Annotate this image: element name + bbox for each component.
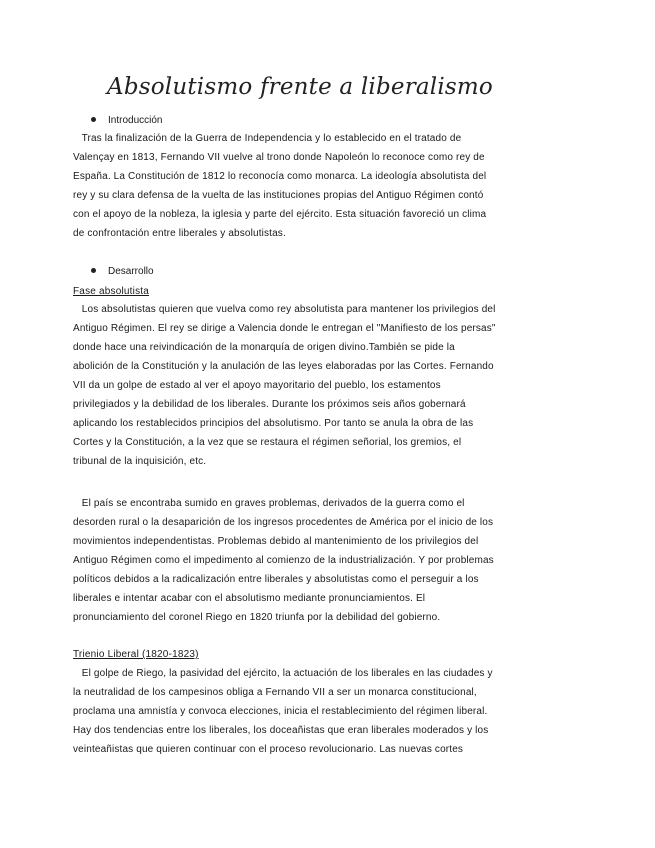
text-line: proclama una amnistía y convoca elecciones, inicia el restablecimiento del régimen liberal. [73, 706, 488, 717]
text-line: Antiguo Régimen. El rey se dirige a Valencia donde le entregan el "Manifiesto de los persas" [73, 323, 496, 334]
text-line: pronunciamiento del coronel Riego en 1820 triunfa por la debilidad del gobierno. [73, 612, 441, 623]
text-line: VII da un golpe de estado al ver el apoyo mayoritario del pueblo, los estamentos [73, 380, 441, 391]
text-line: Antiguo Régimen como el impedimento al comienzo de la industrialización. Y por problemas [73, 555, 494, 566]
text-line: privilegiados y la debilidad de los liberales. Durante los próximos seis años gobernará [73, 399, 466, 410]
heading-fase-absolutista: Fase absolutista [73, 286, 150, 297]
text-line: El país se encontraba sumido en graves problemas, derivados de la guerra como el [73, 498, 465, 509]
text-line: de confrontación entre liberales y absolutistas. [73, 228, 286, 239]
bullet-introduccion [91, 115, 162, 127]
text-line: movimientos independentistas. Problemas debido al mantenimiento de los privilegios del [73, 536, 479, 547]
text-line: rey y su clara defensa de la vuelta de las instituciones propias del Antiguo Régimen contó [73, 190, 484, 201]
text-line: veinteañistas que quieren continuar con el proceso revolucionario. Las nuevas cortes [73, 744, 464, 755]
bullet-label: Desarrollo [108, 266, 154, 277]
bullet-label: Introducción [108, 115, 163, 126]
text-line: con el apoyo de la nobleza, la iglesia y parte del ejército. Esta situación favoreció un clima [73, 209, 487, 220]
text-line: liberales e intentar acabar con el absolutismo mediante pronunciamientos. El [73, 593, 426, 604]
document-title: Absolutismo frente a liberalismo [107, 74, 493, 100]
text-line: la neutralidad de los campesinos obliga a Fernando VII a ser un monarca constitucional, [73, 687, 477, 698]
text-line: Hay dos tendencias entre los liberales, los doceañistas que eran liberales moderados y los [73, 725, 489, 736]
text-line: Valençay en 1813, Fernando VII vuelve al trono donde Napoleón lo reconoce como rey de [73, 152, 485, 163]
pais-paragraph [73, 494, 533, 627]
text-line: España. La Constitución de 1812 lo reconocía como monarca. La ideología absolutista del [73, 171, 487, 182]
bullet-dot-icon [91, 117, 96, 122]
text-line: tribunal de la inquisición, etc. [73, 456, 207, 467]
heading-trienio-liberal: Trienio Liberal (1820-1823) [73, 649, 199, 660]
bullet-dot-icon [91, 268, 96, 273]
trienio-paragraph [73, 664, 533, 759]
text-line: desorden rural o la desaparición de los ingresos procedentes de América por el inicio de los [73, 517, 494, 528]
text-line: El golpe de Riego, la pasividad del ejército, la actuación de los liberales en las ciudades y [73, 668, 493, 679]
fase-absolutista-paragraph [73, 300, 533, 471]
text-line: aplicando los restablecidos principios del absolutismo. Por tanto se anula la obra de las [73, 418, 474, 429]
text-line: Tras la finalización de la Guerra de Independencia y lo establecido en el tratado de [73, 133, 462, 144]
bullet-desarrollo [91, 266, 154, 278]
text-line: abolición de la Constitución y la anulación de las leyes elaboradas por las Cortes. Fernando [73, 361, 494, 372]
intro-paragraph [73, 129, 533, 243]
text-line: Los absolutistas quieren que vuelva como rey absolutista para mantener los privilegios del [73, 304, 496, 315]
text-line: políticos debidos a la radicalización entre liberales y absolutistas como el perseguir a los [73, 574, 479, 585]
text-line: donde hace una reivindicación de la monarquía de origen divino.También se pide la [73, 342, 455, 353]
text-line: Cortes y la Constitución, a la vez que se restaura el régimen señorial, los gremios, el [73, 437, 462, 448]
